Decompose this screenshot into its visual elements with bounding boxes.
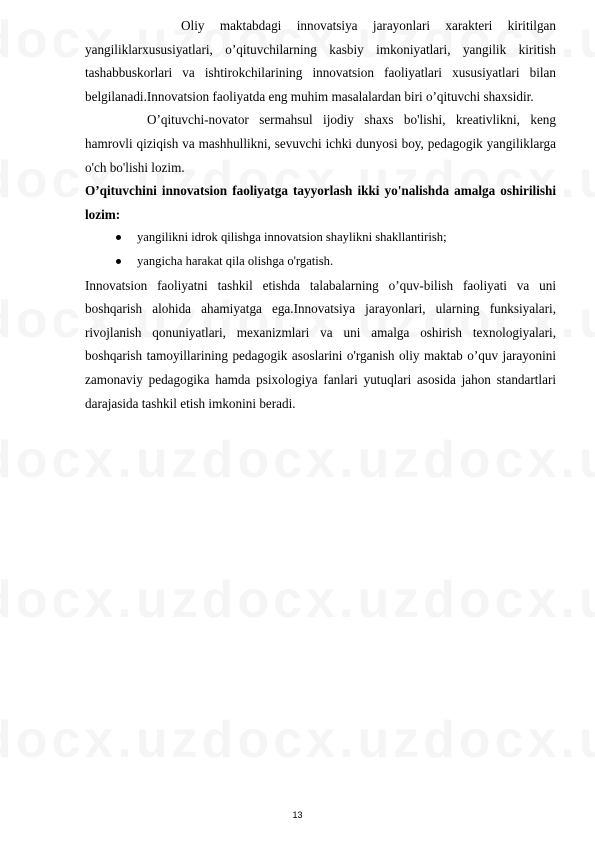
bullet-icon [116,235,121,240]
watermark-text [0,710,202,770]
watermark-row [0,430,595,490]
watermark-text [202,430,424,490]
list-item [85,226,556,250]
paragraph-innovation-process: Oliy maktabdagi innovatsiya jarayonlari xarakteri kiritilgan yangiliklarxususiyatlari, o’qituvchilarning kasbiy imkoniyatlari, yangilik kiritish tashabbuskorlari va ishtirokchilarining innovatsion faoliyatlari xususiyatlari bilan belgilanadi.Innovatsion faoliyatda eng muhim masalalardan biri o’qituvchi shaxsidir. [85,18,556,104]
document-body [85,14,556,415]
watermark-text [0,570,202,630]
watermark-row [0,710,595,770]
bullet-list [85,226,556,273]
list-item [85,250,556,274]
watermark-row [0,570,595,630]
watermark-text [423,430,595,490]
watermark-text [202,710,424,770]
watermark-text [202,570,424,630]
bullet-icon [116,259,121,264]
watermark-text [0,430,202,490]
section-heading: O’qituvchini innovatsion faoliyatga tayyorlash ikki yo'nalishda amalga oshirilishi lozim: [85,183,556,222]
watermark-text [423,570,595,630]
list-item-text: yangilikni idrok qilishga innovatsion shaylikni shakllantirish; [137,230,447,245]
paragraph-organization: Innovatsion faoliyatni tashkil etishda talabalarning o’quv-bilish faoliyati va uni boshqarish alohida ahamiyatga ega.Innovatsiya jarayonlari, ularning funksiyalari, rivojlanish qonuniyatlari, mexanizmlari va uni amalga oshirish texnologiyalari, boshqarish tamoyillarining pedagogik asoslarini o'rganish oliy maktab o’quv jarayonini zamonaviy pedagogika hamda psixologiya fanlari yutuqlari asosida jahon standartlari darajasida tashkil etish imkonini beradi. [85,277,556,411]
watermark-text [423,710,595,770]
page-number: 13 [292,810,303,820]
paragraph-teacher-innovator: O’qituvchi-novator sermahsul ijodiy shaxs bo'lishi, kreativlikni, keng hamrovli qiziqish va mashhullikni, sevuvchi ichki dunyosi boy, pedagogik yangiliklarga o'ch bo'lishi lozim. [85,112,556,175]
list-item-text: yangicha harakat qila olishga o'rgatish. [137,253,334,268]
